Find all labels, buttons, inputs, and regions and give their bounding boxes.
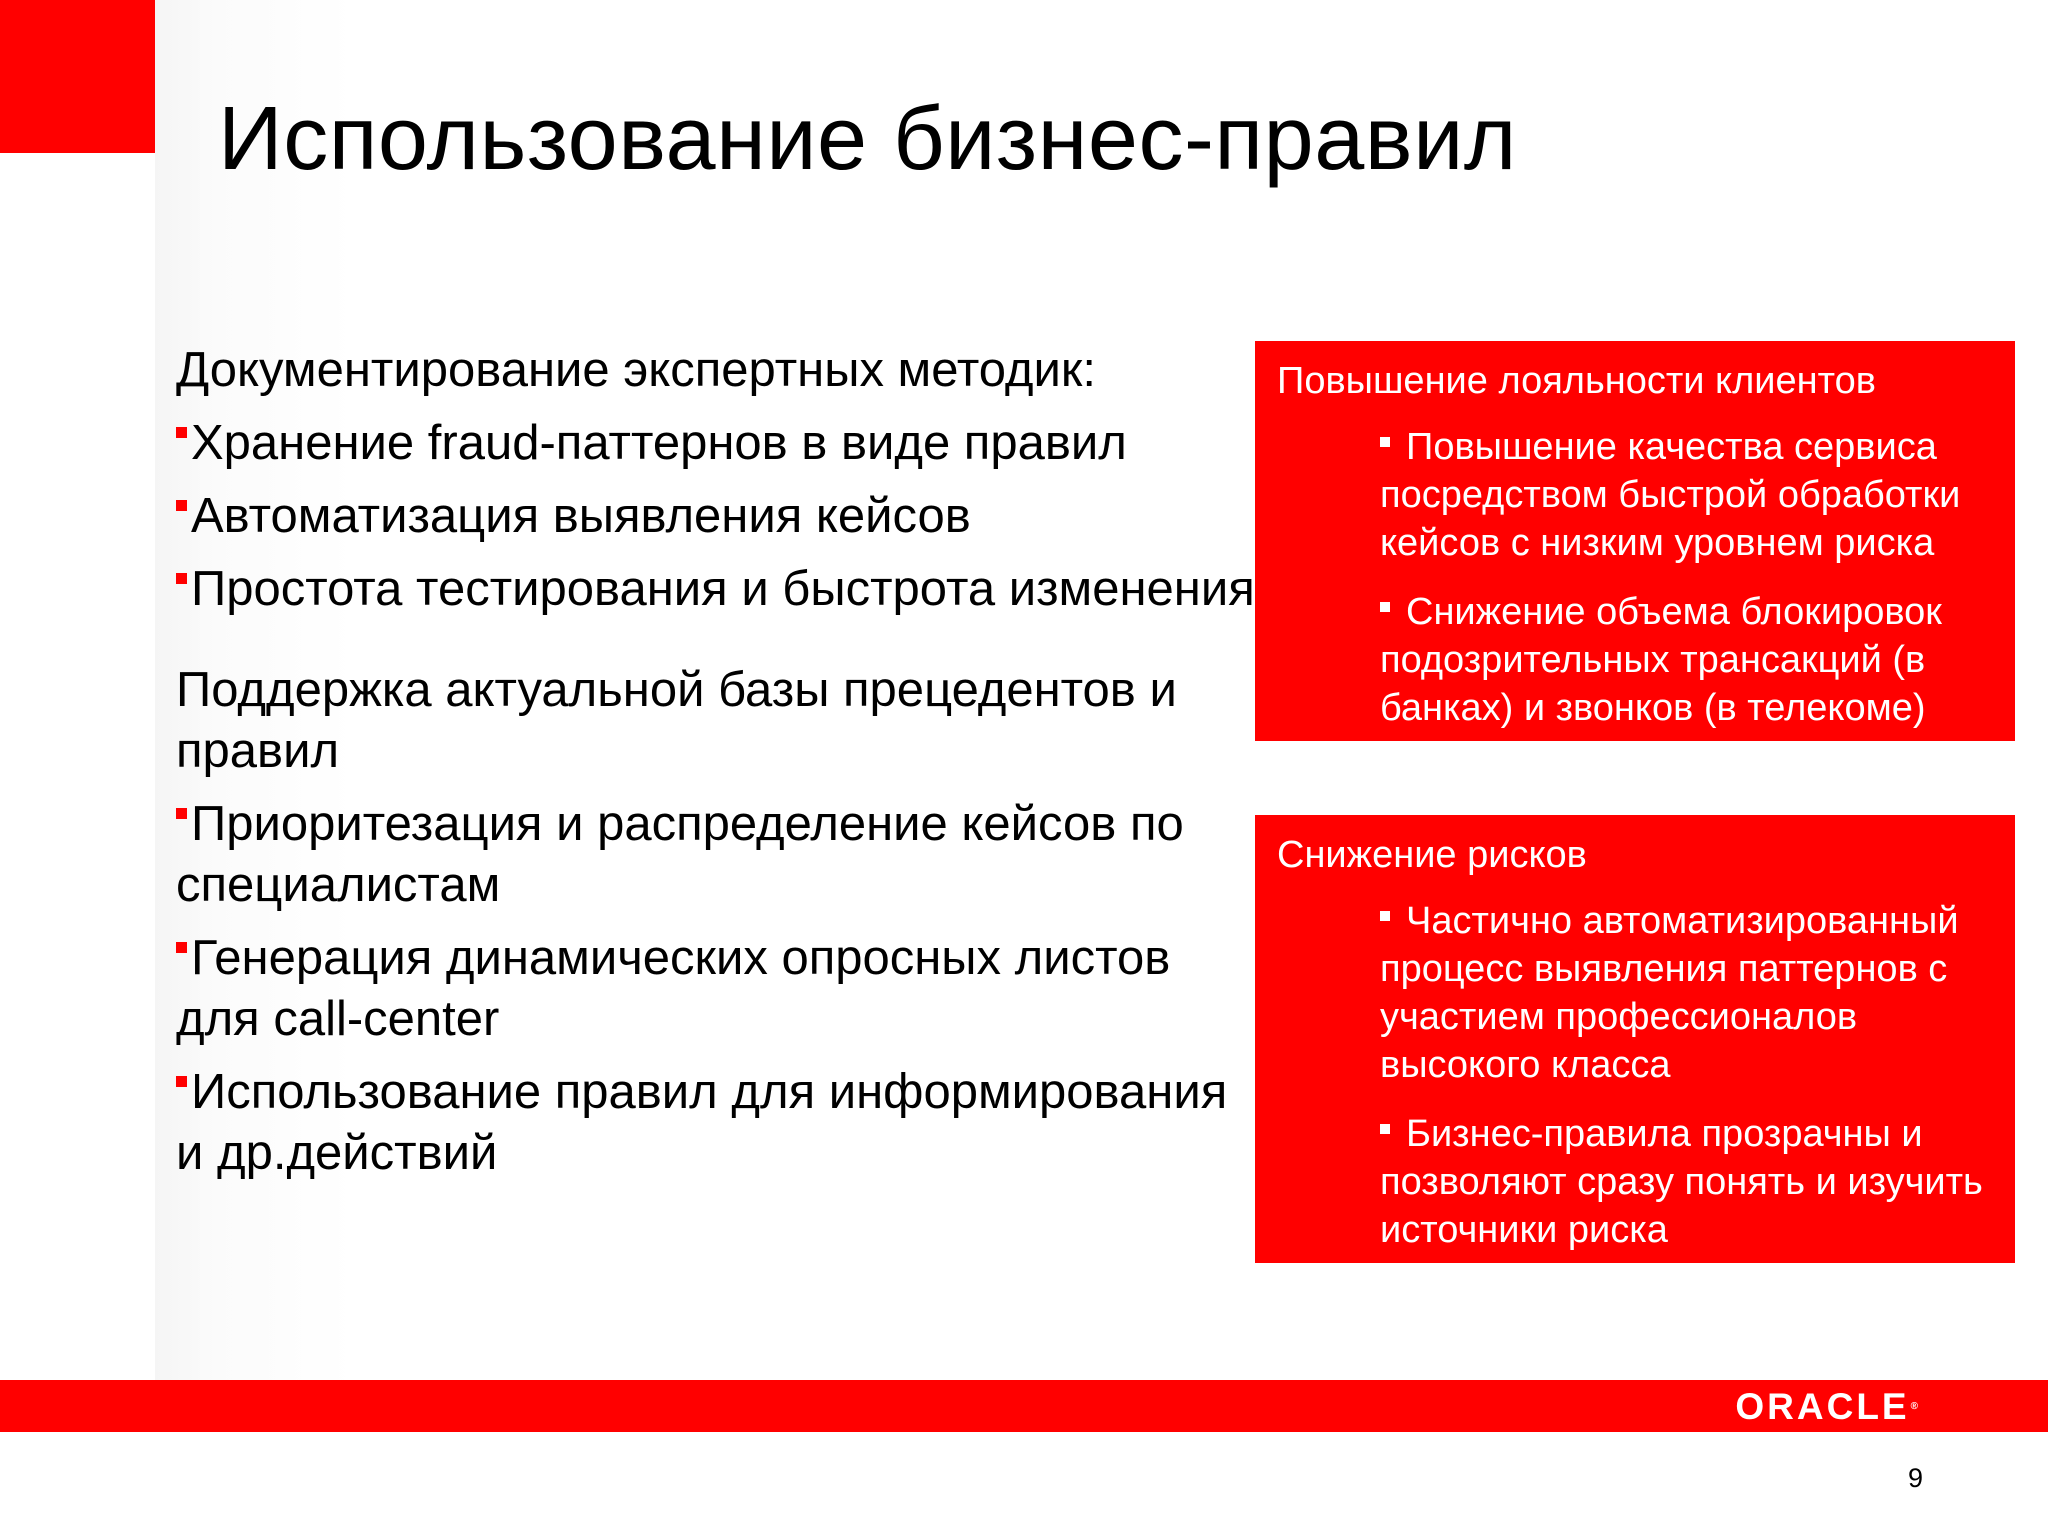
left-bullet-item [176, 928, 1266, 1050]
red-box-bullet-text: Бизнес-правила прозрачны и позволяют сразу понять и изучить источники риска [1380, 1113, 1983, 1251]
trademark-mark: ® [1910, 1401, 1918, 1412]
red-box-bullet [1380, 897, 1995, 1089]
bullet-square-icon [176, 427, 187, 438]
left-bullet-item [176, 1062, 1266, 1184]
oracle-logo [1735, 1387, 1918, 1427]
bullet-square-icon [176, 808, 187, 819]
red-box-bullet [1380, 423, 1995, 567]
bullet-square-icon [1380, 602, 1390, 612]
left-group-precedents [176, 660, 1266, 1184]
left-bullet-text: Генерация динамических опросных листов для call-center [176, 931, 1171, 1046]
left-bullet-text: Автоматизация выявления кейсов [191, 489, 971, 543]
bullet-square-icon [176, 500, 187, 511]
red-box-bullet [1380, 1110, 1995, 1254]
logo-text: ORACLE [1735, 1386, 1910, 1427]
page-number: 9 [1907, 1463, 1923, 1493]
bullet-square-icon [1380, 1124, 1390, 1134]
bullet-square-icon [176, 573, 187, 584]
left-column [176, 340, 1266, 1196]
left-bullet-item [176, 559, 1266, 620]
left-bullet-item [176, 413, 1266, 474]
bullet-square-icon [1380, 911, 1390, 921]
red-box-bullet-text: Снижение объема блокировок подозрительных трансакций (в банках) и звонков (в телекоме) [1380, 591, 1942, 729]
red-box-bullet-text: Повышение качества сервиса посредством быстрой обработки кейсов с низким уровнем риска [1380, 426, 1961, 564]
left-group-heading: Поддержка актуальной базы прецедентов и правил [176, 663, 1177, 778]
red-box-bullet [1380, 588, 1995, 732]
left-group-documenting [176, 340, 1266, 620]
bullet-square-icon [176, 942, 187, 953]
bullet-square-icon [1380, 437, 1390, 447]
bullet-square-icon [176, 1076, 187, 1087]
left-bullet-text: Приоритезация и распределение кейсов по специалистам [176, 797, 1184, 912]
red-box-title: Повышение лояльности клиентов [1277, 360, 1876, 402]
red-box-loyalty [1255, 341, 2015, 741]
left-group-heading: Документирование экспертных методик: [176, 343, 1096, 397]
red-box-title: Снижение рисков [1277, 834, 1587, 876]
red-box-risks [1255, 815, 2015, 1263]
left-bullet-item [176, 794, 1266, 916]
left-bullet-text: Простота тестирования и быстрота изменения [191, 562, 1255, 616]
corner-accent-square [0, 0, 155, 153]
left-bullet-text: Хранение fraud-паттернов в виде правил [191, 416, 1127, 470]
left-bullet-item [176, 486, 1266, 547]
red-box-bullet-text: Частично автоматизированный процесс выявления паттернов с участием профессионалов высокого класса [1380, 900, 1959, 1086]
slide-title: Использование бизнес-правил [218, 89, 1517, 189]
left-bullet-text: Использование правил для информирования и др.действий [176, 1065, 1228, 1180]
